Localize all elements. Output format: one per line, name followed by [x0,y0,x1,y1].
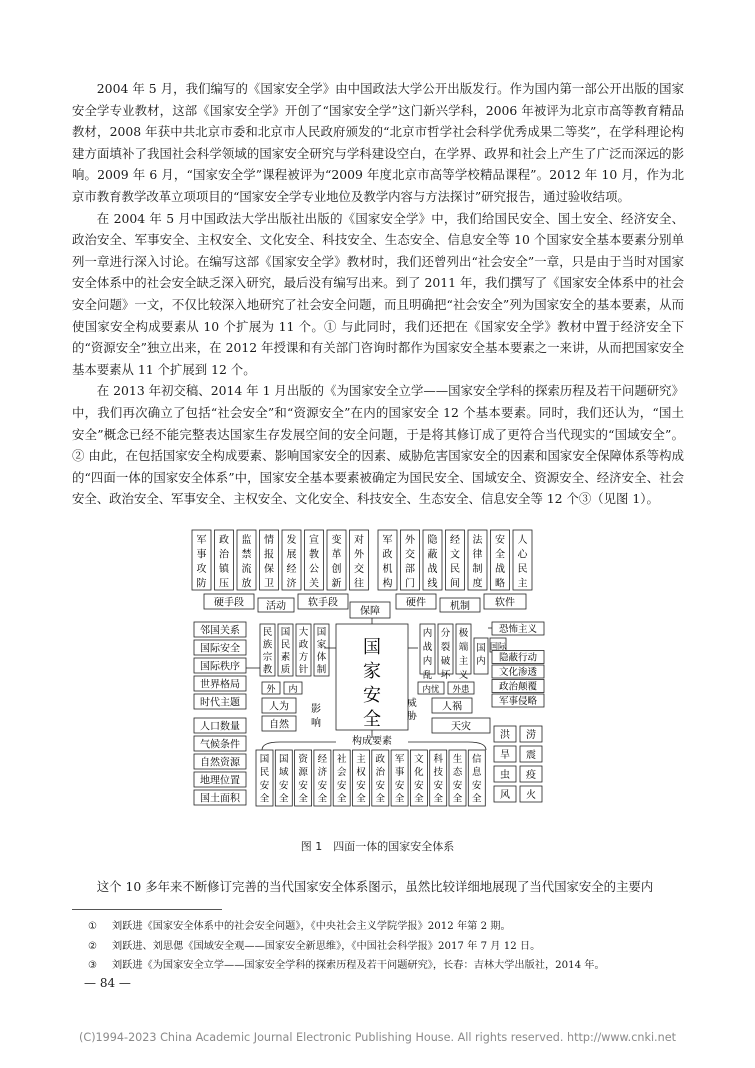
svg-text:蔽: 蔽 [427,549,438,561]
svg-text:卫: 卫 [264,578,274,590]
svg-text:防: 防 [196,578,207,590]
svg-text:济: 济 [286,578,297,590]
natural-factor-label: 气候条件 [200,739,240,751]
svg-text:坏: 坏 [440,670,451,681]
svg-text:文: 文 [450,549,460,561]
svg-text:全: 全 [279,793,289,805]
soft-means-label: 软手段 [308,597,338,609]
svg-text:制: 制 [472,564,483,575]
svg-text:安: 安 [363,685,381,706]
inner-label: 内 [288,685,298,695]
svg-text:全: 全 [452,793,463,805]
svg-text:息: 息 [472,767,482,779]
svg-text:民: 民 [262,627,273,638]
svg-text:安: 安 [336,780,347,792]
svg-text:安: 安 [356,780,366,792]
svg-text:放: 放 [241,578,252,590]
footnote-rule [72,909,222,910]
guarantee-label: 保障 [360,606,380,617]
svg-text:分: 分 [440,628,451,639]
software-label: 软件 [495,597,515,609]
paragraph-2: 在 2004 年 5 月中国政法大学出版社出版的《国家安全学》中，我们给国民安全、国土安全、经济安全、政治安全、军事安全、主权安全、文化安全、科技安全、生态安全、信息安全等 10 个国家安全基本要素分别单列一章进行深入讨论。在编写这部《国家安全学》教材时，我们还曾列出“社会安全”一章，只是由于当时对国家安全体系中的社会安全缺乏深入研究，最后没有编写出来。到了 2011 年，我们撰写了《国家安全体系中的社会安全问题》一文，不仅比较深入地研究了社会安全问题，而且明确把“社会安全”列为国家安全的基本要素，从而使国家安全构成要素从 10 个扩展为 11 个。① 与此同时，我们还把在《国家安全学》教材中置于经济安全下的“资源安全”独立出来，在 2012 年授课和有关部门咨询时都作为国家安全基本要素之一来讲，从而把国家安全基本要素从 11 个扩展到 12 个。 [72,210,684,377]
svg-text:教: 教 [262,664,273,676]
svg-text:技: 技 [433,767,443,779]
paragraph-1: 2004 年 5 月，我们编写的《国家安全学》由中国政法大学公开出版发行。作为国内第一部公开出版的国家安全学专业教材，这部《国家安全学》开创了“国家安全学”这门新兴学科，2006 年被评为北京市高等教育精品教材，2008 年获中共北京市委和北京市人民政府颁发的“北京市哲学社会科学优秀成果二等奖”，在学科理论构建方面填补了我国社会科学领域的国家安全研究与学科建设空白，在学界、政界和社会上产生了广泛而深远的影响。2009 年 6 月，“国家安全学”课程被评为“2009 年度北京市高等学校精品课程”。2012 年 10 月，作为北京市教育教学改革立项项目的“国家安全学专业地位及教学内容与方法探讨”研究报告，通过验收结项。 [72,81,684,204]
inner-trouble-label: 内忧 [422,685,440,695]
svg-text:交: 交 [405,549,415,561]
svg-text:国: 国 [280,627,291,638]
svg-text:内: 内 [476,656,486,667]
svg-text:国: 国 [363,637,381,658]
svg-text:战: 战 [427,564,438,575]
svg-text:军: 军 [394,754,405,765]
svg-text:交: 交 [354,564,364,575]
svg-text:情: 情 [264,535,274,546]
svg-text:威: 威 [407,698,417,709]
paragraph-3: 在 2013 年初交稿、2014 年 1 月出版的《为国家安全立学——国家安全学科的探索历程及若干问题研究》中，我们再次确立了包括“社会安全”和“资源安全”在内的国家安全 12 个基本要素。同时，我们还认为，“国土安全”概念已经不能完整表达国家生存发展空间的安全问题，于是将其修订成了更符合当代现实的“国域安全”。② 由此，在包括国家安全构成要素、影响国家安全的因素、威胁危害国家安全的因素和国家安全保障体系等构成的“四面一体的国家安全体系”中，国家安全基本要素被确定为国民安全、国域安全、资源安全、经济安全、社会安全、政治安全、军事安全、主权安全、文化安全、科技安全、生态安全、信息安全等 12 个③（见图 1）。 [72,383,684,507]
svg-text:流: 流 [241,564,252,575]
svg-text:关: 关 [309,578,319,590]
svg-text:族: 族 [262,639,273,651]
svg-text:化: 化 [414,767,424,779]
footnote-mark: ③ [88,960,98,971]
svg-text:政: 政 [219,535,229,546]
svg-text:安: 安 [394,780,405,792]
footnote-text: 刘跃进《国家安全体系中的社会安全问题》，《中央社会主义学院学报》2012 年第 2 期。 [112,921,511,932]
domestic-factor-label [317,627,327,676]
national-security-system-figure [190,528,550,810]
svg-text:国: 国 [279,754,289,765]
footnote-mark: ② [88,940,98,952]
svg-text:家: 家 [363,661,381,682]
svg-text:源: 源 [298,767,308,779]
svg-text:经: 经 [286,564,297,575]
svg-text:全: 全 [495,549,505,561]
external-factor-label: 国际安全 [200,643,240,655]
svg-text:全: 全 [433,793,443,805]
svg-text:信: 信 [472,754,482,765]
hard-means-label: 硬手段 [214,597,244,609]
svg-text:主: 主 [517,578,528,590]
svg-text:全: 全 [472,793,482,805]
svg-text:保: 保 [264,564,274,575]
svg-text:禁: 禁 [241,549,252,561]
hardware-label: 硬件 [406,597,426,609]
svg-text:资: 资 [298,754,308,765]
svg-text:全: 全 [394,793,405,805]
footnote-mark: ① [88,921,98,932]
svg-text:战: 战 [422,642,433,653]
natural-factor-label: 自然资源 [200,757,240,769]
svg-text:家: 家 [316,639,327,651]
svg-text:国: 国 [476,643,486,654]
man-made-disaster-label: 人祸 [442,701,462,713]
svg-text:全: 全 [414,793,424,805]
svg-text:革: 革 [331,549,342,561]
svg-text:报: 报 [264,549,274,561]
svg-text:安: 安 [452,780,463,792]
svg-text:律: 律 [472,549,483,561]
svg-text:法: 法 [472,535,483,546]
svg-text:主: 主 [356,754,366,765]
external-factor-label: 世界格局 [200,679,240,691]
svg-text:事: 事 [394,767,405,779]
svg-text:文: 文 [414,754,424,765]
svg-text:态: 态 [452,767,463,779]
svg-text:安: 安 [259,780,270,792]
svg-text:展: 展 [286,549,297,561]
footnotes [88,917,688,976]
svg-text:治: 治 [219,549,229,561]
svg-text:监: 监 [241,535,252,546]
svg-text:变: 变 [331,535,342,546]
footnote-3 [88,956,688,976]
svg-text:心: 心 [517,549,528,561]
svg-text:内: 内 [422,656,433,667]
disaster-label: 涝 [526,730,536,741]
svg-text:攻: 攻 [196,564,207,575]
outer-trouble-label: 外患 [452,685,470,695]
disaster-label: 风 [500,790,510,801]
svg-text:权: 权 [356,767,366,779]
svg-text:济: 济 [317,767,328,779]
svg-text:方: 方 [298,652,309,663]
natural-factor-label: 国土面积 [200,793,240,805]
svg-text:安: 安 [279,780,289,792]
external-factor-label: 时代主题 [200,697,240,709]
svg-text:国: 国 [316,627,327,638]
svg-text:胁: 胁 [407,711,417,722]
svg-text:裂: 裂 [440,642,451,653]
footnote-text: 刘跃进、刘思偲《国域安全观——国家安全新思维》，《中国社会科学报》2017 年 7 月 12 日。 [112,940,541,952]
svg-text:民: 民 [517,564,528,575]
body-text [72,78,684,510]
international-label: 国际 [490,642,506,651]
svg-text:门: 门 [405,578,415,590]
svg-text:构: 构 [382,578,393,590]
page-number: — 84 — [84,976,131,990]
svg-text:内: 内 [422,628,433,639]
svg-text:教: 教 [309,549,319,561]
disaster-label: 旱 [500,750,510,761]
disaster-label: 洪 [500,730,510,741]
svg-text:宗: 宗 [262,652,273,663]
svg-text:军: 军 [382,535,393,546]
svg-text:安: 安 [495,535,505,546]
svg-text:安: 安 [414,780,424,792]
threat-label: 政治颠覆 [498,681,538,693]
svg-text:创: 创 [331,564,342,575]
svg-text:破: 破 [440,656,451,667]
svg-text:体: 体 [316,652,327,663]
threat-label: 隐蔽行动 [498,652,538,664]
activity-label: 活动 [266,601,286,612]
svg-text:全: 全 [356,793,366,805]
svg-text:度: 度 [472,578,483,590]
svg-text:影: 影 [311,704,321,715]
influence-label [311,703,321,729]
footnote-1 [88,917,688,937]
svg-text:安: 安 [472,780,482,792]
svg-text:全: 全 [259,793,270,805]
svg-text:针: 针 [298,664,309,676]
svg-text:公: 公 [309,564,319,575]
disaster-label: 火 [526,790,536,801]
svg-text:制: 制 [316,664,327,676]
svg-text:安: 安 [317,780,328,792]
human-label: 人为 [269,701,289,713]
svg-text:机: 机 [382,564,393,575]
outer-label: 外 [266,685,276,695]
svg-text:科: 科 [433,754,443,765]
svg-text:域: 域 [279,767,289,779]
svg-text:全: 全 [336,793,347,805]
threat-label: 恐怖主义 [498,624,538,635]
figure-caption: 图 1 四面一体的国家安全体系 [300,840,455,853]
svg-text:发: 发 [286,535,297,546]
svg-text:新: 新 [331,578,342,590]
disaster-label: 虫 [500,770,510,781]
svg-text:压: 压 [219,578,229,590]
svg-text:对: 对 [354,535,364,546]
svg-text:生: 生 [452,754,463,765]
natural-factor-label: 地理位置 [200,775,240,787]
components-label: 构成要素 [352,736,392,747]
svg-text:线: 线 [427,578,438,590]
svg-text:外: 外 [354,549,364,561]
natural-label: 自然 [269,719,289,731]
domestic-factor-label [281,627,291,676]
svg-text:战: 战 [495,564,505,575]
disaster-label: 震 [526,750,536,761]
svg-text:事: 事 [196,549,207,561]
svg-text:全: 全 [317,793,328,805]
svg-text:国: 国 [259,754,270,765]
svg-text:极: 极 [458,628,469,639]
threat-label: 文化渗透 [498,667,538,678]
svg-text:宣: 宣 [309,535,319,546]
disaster-label: 疫 [526,770,536,781]
svg-text:经: 经 [450,535,460,546]
copyright-line: (C)1994-2023 China Academic Journal Electronic Publishing House. All rights reserved. http://www.cnki.net [79,1031,676,1044]
svg-text:会: 会 [336,767,347,779]
natural-disaster-label: 天灾 [451,721,471,733]
svg-text:镇: 镇 [219,564,229,575]
svg-text:政: 政 [375,754,386,765]
svg-text:安: 安 [375,780,386,792]
continuing-paragraph: 这个 10 多年来不断修订完善的当代国家安全体系图示，虽然比较详细地展现了当代国家安全的主要内 [96,879,654,894]
svg-text:政: 政 [298,639,309,651]
svg-text:全: 全 [363,709,381,730]
svg-text:治: 治 [375,767,386,779]
svg-text:军: 军 [196,535,207,546]
natural-factor-label: 人口数量 [200,721,240,733]
svg-text:全: 全 [298,793,308,805]
svg-text:质: 质 [280,664,291,676]
svg-text:端: 端 [458,642,469,653]
svg-text:大: 大 [298,627,309,638]
svg-text:经: 经 [317,754,328,765]
mechanism-label: 机制 [450,601,470,612]
threat-word-label [407,697,417,722]
svg-text:义: 义 [458,670,469,681]
svg-text:民: 民 [280,639,291,651]
svg-text:往: 往 [354,578,364,590]
svg-text:略: 略 [495,578,505,590]
svg-text:部: 部 [405,564,415,575]
svg-text:人: 人 [517,535,528,546]
svg-text:社: 社 [336,754,347,765]
domestic-factor-label [263,627,273,676]
svg-text:民: 民 [259,767,270,779]
svg-text:政: 政 [382,549,393,561]
svg-text:民: 民 [450,564,460,575]
svg-text:隐: 隐 [427,535,438,546]
footnote-text: 刘跃进《为国家安全立学——国家安全学科的探索历程及若干问题研究》，长春：吉林大学出版社，2014 年。 [112,960,605,971]
svg-text:间: 间 [450,578,460,590]
svg-text:乱: 乱 [422,670,433,681]
svg-text:外: 外 [405,535,415,546]
svg-text:主: 主 [458,656,469,667]
external-factor-label: 国际秩序 [200,661,240,673]
svg-text:素: 素 [280,652,291,663]
threat-label: 军事侵略 [498,696,538,707]
svg-text:全: 全 [375,793,386,805]
svg-text:响: 响 [311,718,321,729]
footnote-2 [88,937,688,957]
svg-text:安: 安 [298,780,308,792]
svg-text:安: 安 [433,780,443,792]
external-factor-label: 邻国关系 [200,625,240,637]
